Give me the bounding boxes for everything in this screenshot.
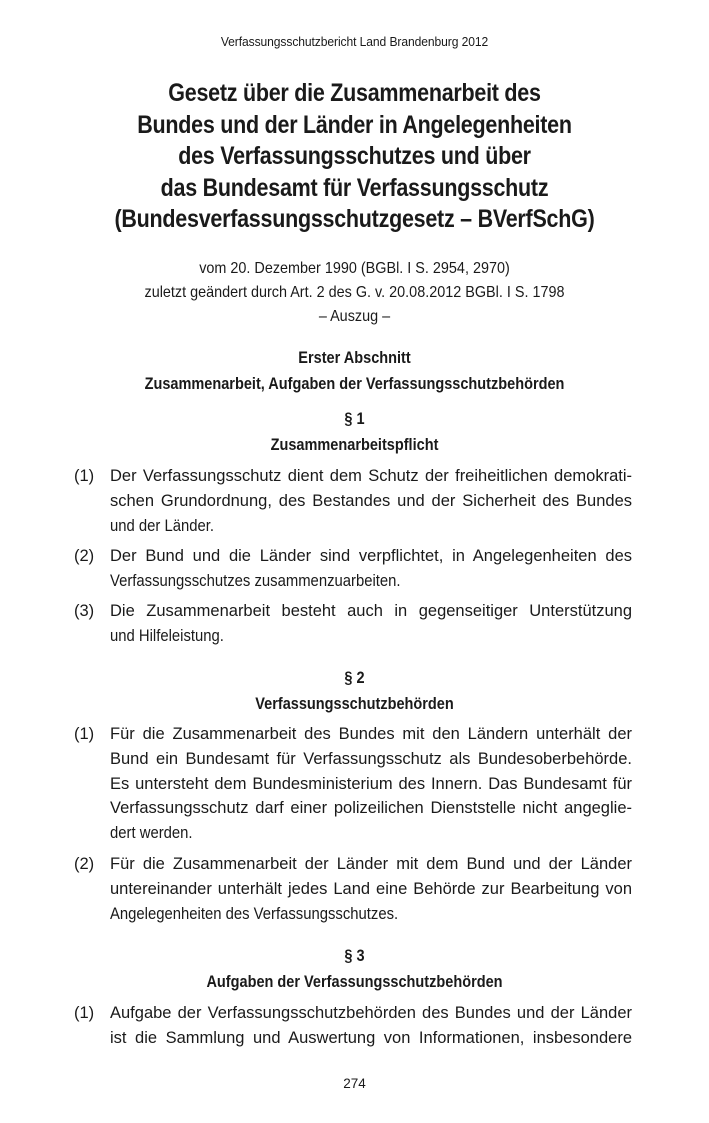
amendment-note: zuletzt geändert durch Art. 2 des G. v. 20.08.2012 BGBl. I S. 1798 bbox=[144, 284, 565, 301]
section-title: Zusammenarbeit, Aufgaben der Verfassungsschutzbehörden bbox=[144, 374, 565, 393]
clause-line: Der Verfassungsschutz dient dem Schutz der freiheitlichen demokrati- bbox=[110, 467, 632, 485]
clause bbox=[74, 464, 632, 538]
paragraph-number: § 2 bbox=[344, 669, 365, 687]
clause-number: (1) bbox=[74, 725, 95, 743]
clause bbox=[74, 852, 632, 926]
clause-text bbox=[110, 852, 632, 926]
enactment-date: vom 20. Dezember 1990 (BGBl. I S. 2954, 2970) bbox=[199, 260, 510, 277]
law-title bbox=[40, 78, 669, 236]
clause-text bbox=[110, 544, 632, 594]
clause-number: (3) bbox=[74, 602, 95, 620]
clause-text bbox=[110, 599, 632, 649]
clause-number: (1) bbox=[74, 1004, 95, 1022]
clause-number: (2) bbox=[74, 855, 95, 873]
clause-line: Die Zusammenarbeit besteht auch in gegenseitiger Unterstützung bbox=[110, 602, 632, 620]
paragraph-title: Verfassungsschutzbehörden bbox=[255, 694, 454, 713]
clause-line: Verfassungsschutzes zusammenzuarbeiten. bbox=[110, 571, 401, 590]
law-title-line: Bundes und der Länder in Angelegenheiten bbox=[137, 110, 572, 139]
clause-number: (1) bbox=[74, 467, 95, 485]
page-number: 274 bbox=[343, 1076, 366, 1091]
clause-line: Angelegenheiten des Verfassungsschutzes. bbox=[110, 904, 399, 923]
law-title-line: das Bundesamt für Verfassungsschutz bbox=[160, 173, 549, 202]
law-meta bbox=[40, 257, 669, 329]
clause bbox=[74, 1001, 632, 1051]
paragraph-heading bbox=[40, 407, 669, 458]
clause bbox=[74, 722, 632, 846]
paragraph-title: Aufgaben der Verfassungsschutzbehörden bbox=[206, 972, 503, 991]
clause bbox=[74, 544, 632, 594]
clause-line: Der Bund und die Länder sind verpflichtet, in Angelegenheiten des bbox=[110, 547, 632, 565]
excerpt-note: – Auszug – bbox=[318, 308, 391, 325]
paragraph-number: § 1 bbox=[344, 410, 365, 428]
clause bbox=[74, 599, 632, 649]
clause-line: und Hilfeleistung. bbox=[110, 626, 224, 645]
paragraph-number: § 3 bbox=[344, 947, 365, 965]
running-header: Verfassungsschutzbericht Land Brandenburg 2012 bbox=[220, 34, 489, 49]
clause-line: Es untersteht dem Bundesministerium des Innern. Das Bundesamt für bbox=[110, 774, 632, 793]
clause-line: und der Länder. bbox=[110, 516, 215, 535]
law-title-line: des Verfassungsschutzes und über bbox=[178, 142, 531, 170]
section-heading bbox=[40, 346, 669, 397]
clause-line: untereinander unterhält jedes Land eine Behörde zur Bearbeitung von bbox=[110, 879, 632, 898]
clause-text bbox=[110, 464, 632, 538]
clause-line: schen Grundordnung, des Bestandes und der Sicherheit des Bundes bbox=[110, 491, 632, 510]
clause-text bbox=[110, 1001, 632, 1051]
clause-number: (2) bbox=[74, 547, 95, 565]
section-label: Erster Abschnitt bbox=[298, 349, 411, 367]
clause-line: Für die Zusammenarbeit der Länder mit dem Bund und der Länder bbox=[110, 855, 632, 873]
clause-line: ist die Sammlung und Auswertung von Informationen, insbesondere bbox=[110, 1028, 632, 1047]
clause-line: Bund ein Bundesamt für Verfassungsschutz als Bundesoberbehörde. bbox=[110, 749, 632, 768]
paragraph-heading bbox=[40, 944, 669, 995]
clause-line: Für die Zusammenarbeit des Bundes mit den Ländern unterhält der bbox=[110, 725, 632, 743]
clause-line: Aufgabe der Verfassungsschutzbehörden des Bundes und der Länder bbox=[110, 1004, 632, 1022]
law-title-line: (Bundesverfassungsschutzgesetz – BVerfSchG) bbox=[114, 205, 595, 233]
clause-text bbox=[110, 722, 632, 846]
paragraph-heading bbox=[40, 666, 669, 717]
clause-line: dert werden. bbox=[110, 824, 193, 843]
law-title-line: Gesetz über die Zusammenarbeit des bbox=[168, 79, 541, 107]
paragraph-title: Zusammenarbeitspflicht bbox=[270, 435, 439, 454]
clause-line: Verfassungsschutz darf einer polizeilichen Dienststelle nicht angeglie- bbox=[110, 799, 632, 818]
